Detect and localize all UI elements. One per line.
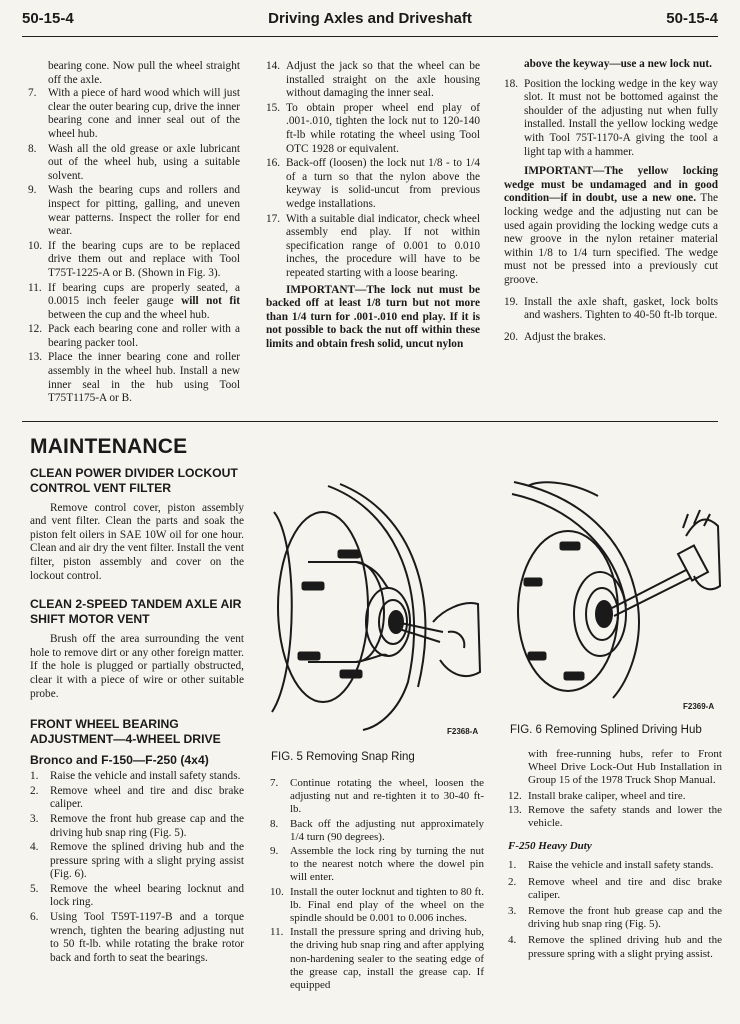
- paragraph: Brush off the area surrounding the vent hole to remove dirt or any other foreign matter. If the hole is plugged or partially obstructed, clear it with a piece of wire or other suitable probe.: [30, 633, 244, 700]
- step-list: [28, 87, 240, 406]
- page-number-left: 50-15-4: [22, 10, 74, 27]
- list-item: 8. Wash all the old grease or axle lubricant out of the wheel hub, using a suitable solvent.: [28, 142, 240, 182]
- list-item: 3. Remove the front hub grease cap and the driving hub snap ring (Fig. 5).: [30, 812, 244, 839]
- paragraph: Remove control cover, piston assembly and vent filter. Clean the parts and soak the piston felt oilers in SAE 10W oil for one hour. Clean and air dry the vent filter. Install the vent filter, piston assembly and cover on the lockout control.: [30, 501, 244, 582]
- fig5-caption: FIG. 5 Removing Snap Ring: [271, 751, 415, 763]
- page-header: [0, 8, 740, 34]
- top-column-3: [504, 58, 718, 345]
- step-list: [266, 60, 480, 281]
- continued-text: bearing cone. Now pull the wheel straight off the axle.: [48, 60, 240, 86]
- list-item: 6. Using Tool T59T-1197-B and a torque wrench, tighten the bearing adjusting nut to 50 ft-lb. while rotating the brake rotor back and forth to seat the bearings.: [30, 911, 244, 964]
- list-item: 12. Install brake caliper, wheel and tire.: [508, 789, 686, 802]
- section-heading: MAINTENANCE: [30, 435, 188, 458]
- list-item: 17. With a suitable dial indicator, check wheel assembly end play. If not within specification range of 0.001 to 0.010 inches, the procedure will have to be repeated starting with a loose bearing.: [266, 212, 480, 279]
- bottom-column-3: [508, 748, 722, 962]
- page-title: Driving Axles and Driveshaft: [268, 10, 472, 27]
- step-list: [504, 78, 718, 160]
- fig6-caption: FIG. 6 Removing Splined Driving Hub: [510, 724, 702, 736]
- list-item: 11. If bearing cups are properly seated, a 0.0015 inch feeler gauge will not fit between the cup and the wheel hub.: [28, 281, 240, 321]
- list-item: 7. Continue rotating the wheel, loosen the adjusting nut and re-tighten it to 30-40 ft-lb.: [270, 777, 484, 816]
- list-item: 10. If the bearing cups are to be replaced drive them out and replace with Tool T75T-1225-A or B. (Shown in Fig. 3).: [28, 239, 240, 279]
- list-item: 10. Install the outer locknut and tighten to 80 ft. lb. Final end play of the wheel on the spindle should be 0.001 to 0.006 inches.: [270, 885, 484, 925]
- list-item: 8. Back off the adjusting nut approximately 1/4 turn (90 degrees).: [270, 817, 484, 843]
- continued-important: above the keyway—use a new lock nut.: [524, 58, 712, 70]
- page-number-right: 50-15-4: [666, 10, 718, 27]
- fig5-id: F2368-A: [447, 727, 479, 736]
- important-note: IMPORTANT—The yellow locking wedge must be undamaged and in good condition—if in doubt, use a new one. The locking wedge and the adjusting nut can be used again providing the locking wedge cuts a new groove in the nylon retainer material within 1/8 to 1/4 turn specified. The wedge must not be pressed into a previously cut groove.: [504, 165, 718, 286]
- list-item: 14. Adjust the jack so that the wheel can be installed straight on the axle housing without damaging the inner seal.: [266, 60, 480, 100]
- list-item: 13. Place the inner bearing cone and roller assembly in the wheel hub. Install a new inner seal in the hub using Tool T75T1175-A or B.: [28, 351, 240, 405]
- subsection-heading: CLEAN 2-SPEED TANDEM AXLE AIR SHIFT MOTOR VENT: [30, 597, 242, 627]
- list-item: 18. Position the locking wedge in the key way slot. It must not be bottomed against the shoulder of the adjusting nut when fully installed. Install the yellow locking wedge with Tool 75T-1170-A giving the tool a light tap with a hammer.: [504, 77, 718, 158]
- list-item: 2. Remove wheel and tire and disc brake caliper.: [508, 875, 722, 901]
- fig6-id: F2369-A: [683, 702, 715, 711]
- subsection-heading: FRONT WHEEL BEARING ADJUSTMENT—4-WHEEL DRIVE: [30, 717, 221, 747]
- list-item: 9. Assemble the lock ring by turning the nut to the nearest notch where the dowel pin will enter.: [270, 845, 484, 884]
- subsection-subheading: Bronco and F-150—F-250 (4x4): [30, 753, 209, 768]
- list-item: 12. Pack each bearing cone and roller with a bearing packer tool.: [28, 323, 240, 349]
- list-item: 7. With a piece of hard wood which will just clear the outer bearing cup, drive the inner bearing cone and inner seal out of the wheel hub.: [28, 87, 240, 140]
- list-item: 2. Remove wheel and tire and disc brake caliper.: [30, 784, 244, 811]
- section-rule: [22, 421, 718, 422]
- list-item: 1. Raise the vehicle and install safety stands.: [508, 859, 714, 872]
- continued-text: with free-running hubs, refer to Front Wheel Drive Lock-Out Hub Installation in Group 15 of the 1978 Truck Shop Manual.: [528, 748, 722, 787]
- subsection-heading: CLEAN POWER DIVIDER LOCKOUT CONTROL VENT FILTER: [30, 465, 238, 495]
- bottom-column-2: [270, 777, 484, 993]
- list-item: 20. Adjust the brakes.: [504, 330, 606, 343]
- important-note: IMPORTANT—The lock nut must be backed off at least 1/8 turn but not more than 1/4 turn for .001-.010 end play. If it is not possible to back the nut off within these limits and obtain fresh solid, uncut nylon: [266, 283, 480, 350]
- fig5-illustration: [268, 482, 490, 732]
- step-list: [508, 790, 722, 831]
- list-item: 1. Raise the vehicle and install safety stands.: [30, 770, 241, 783]
- list-item: 16. Back-off (loosen) the lock nut 1/8 - to 1/4 of a turn so that the nylon above the keyway is solid-uncut from previous wedge installations.: [266, 157, 480, 210]
- list-item: 5. Remove the wheel bearing locknut and lock ring.: [30, 882, 244, 909]
- fig6-illustration: [508, 476, 722, 702]
- list-item: 15. To obtain proper wheel end play of .001-.010, tighten the lock nut to 120-140 ft-lb while rotating the wheel using Tool OTC 1928 or equivalent.: [266, 101, 480, 155]
- maintenance-column: [30, 435, 244, 966]
- top-column-1: [28, 60, 240, 407]
- step-list: [504, 296, 718, 345]
- list-item: 4. Remove the splined driving hub and the pressure spring with a slight prying assist.: [508, 934, 722, 960]
- list-item: 11. Install the pressure spring and driving hub, the driving hub snap ring and after applying non-hardening sealer to the seating edge of the grease cap, install the grease cap. If equipped: [270, 926, 484, 992]
- list-item: 3. Remove the front hub grease cap and the driving hub snap ring (Fig. 5).: [508, 905, 722, 931]
- list-item: 4. Remove the splined driving hub and the pressure spring with a slight prying assist (Fig. 6).: [30, 841, 244, 881]
- step-list: [30, 770, 244, 965]
- list-item: 19. Install the axle shaft, gasket, lock bolts and washers. Tighten to 40-50 ft-lb torque.: [504, 295, 718, 322]
- subsection-subheading: F-250 Heavy Duty: [508, 840, 592, 853]
- step-list: [270, 777, 484, 992]
- list-item: 9. Wash the bearing cups and rollers and inspect for pitting, galling, and uneven wear patterns. Inspect the roller for end wear.: [28, 184, 240, 238]
- top-column-2: [266, 60, 480, 351]
- header-rule: [22, 36, 718, 37]
- list-item: 13. Remove the safety stands and lower the vehicle.: [508, 803, 722, 830]
- step-list: [508, 859, 722, 960]
